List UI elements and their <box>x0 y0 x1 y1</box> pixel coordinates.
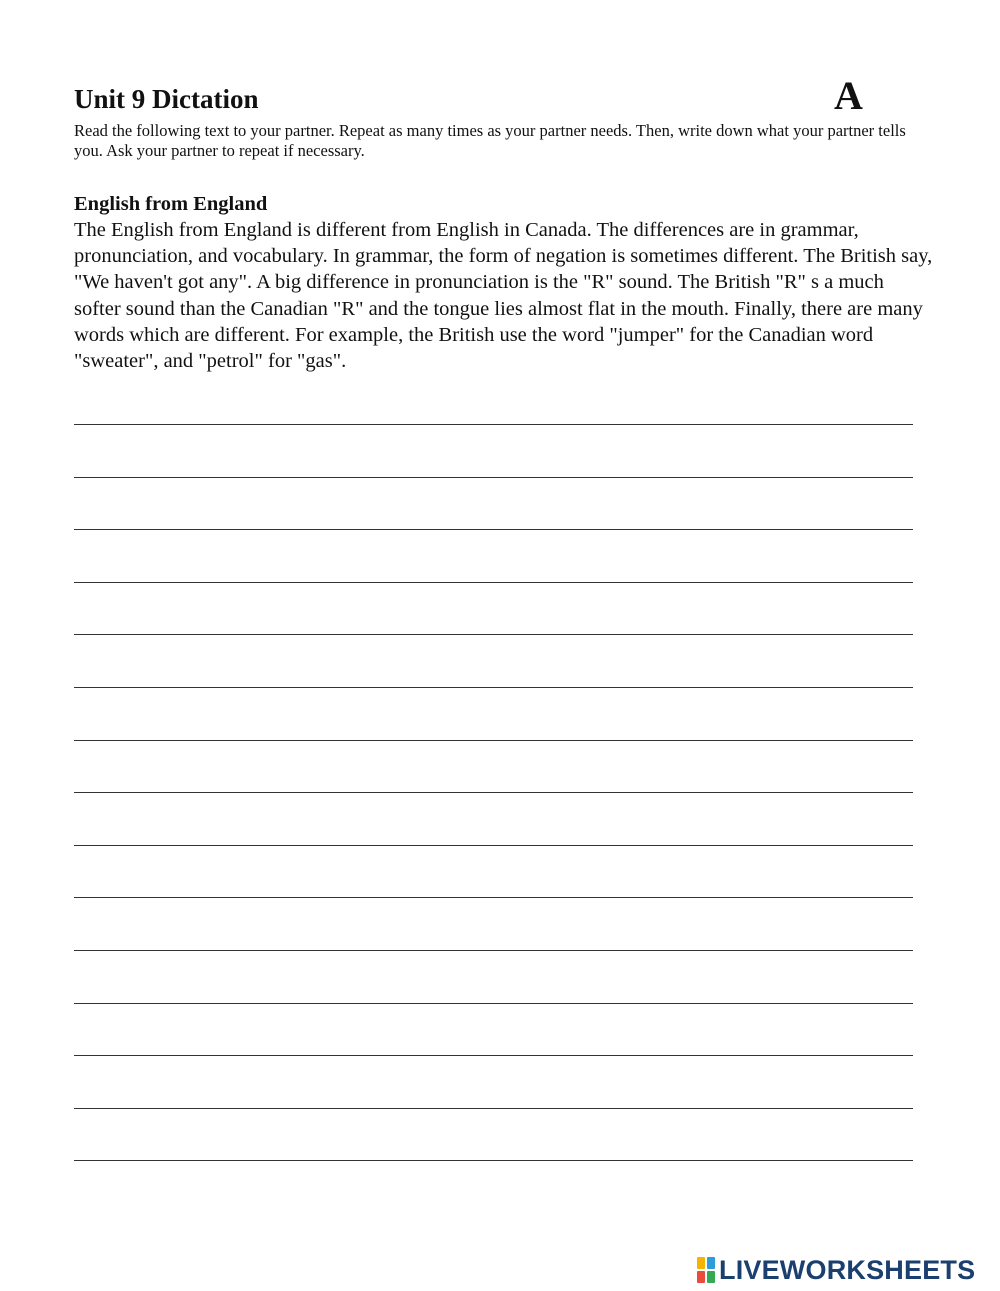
writing-line[interactable] <box>74 897 913 898</box>
version-label: A <box>834 73 863 118</box>
liveworksheets-logo-icon <box>697 1257 715 1283</box>
liveworksheets-logo <box>697 1254 975 1286</box>
writing-line[interactable] <box>74 424 913 425</box>
worksheet-title: Unit 9 Dictation <box>74 84 259 114</box>
writing-line[interactable] <box>74 582 913 583</box>
writing-line[interactable] <box>74 1160 913 1161</box>
writing-line[interactable] <box>74 529 913 530</box>
writing-line[interactable] <box>74 477 913 478</box>
instructions-text: Read the following text to your partner. Repeat as many times as your partner needs. Then, write down what your partner tells you. Ask your partner to repeat if necessary. <box>74 121 906 160</box>
writing-line[interactable] <box>74 1108 913 1109</box>
writing-line[interactable] <box>74 687 913 688</box>
section-heading: English from England <box>74 193 268 215</box>
writing-line[interactable] <box>74 1003 913 1004</box>
logo-block-4 <box>707 1271 715 1283</box>
logo-block-1 <box>697 1257 705 1269</box>
writing-line[interactable] <box>74 950 913 951</box>
writing-line[interactable] <box>74 792 913 793</box>
writing-line[interactable] <box>74 845 913 846</box>
writing-line[interactable] <box>74 634 913 635</box>
writing-line[interactable] <box>74 740 913 741</box>
dictation-passage: The English from England is different from English in Canada. The differences are in grammar, pronunciation, and vocabulary. In grammar, the form of negation is sometimes different. The British say, "We haven't got any". A big difference in pronunciation is the "R" sound. The British "R" s a much softer sound than the Canadian "R" and the tongue lies almost flat in the mouth. Finally, there are many words which are different. For example, the British use the word "jumper" for the Canadian word "sweater", and "petrol" for "gas". <box>74 219 933 373</box>
logo-block-2 <box>707 1257 715 1269</box>
writing-line[interactable] <box>74 1055 913 1056</box>
writing-lines <box>74 0 913 1291</box>
logo-text: LIVEWORKSHEETS <box>719 1255 976 1285</box>
logo-block-3 <box>697 1271 705 1283</box>
